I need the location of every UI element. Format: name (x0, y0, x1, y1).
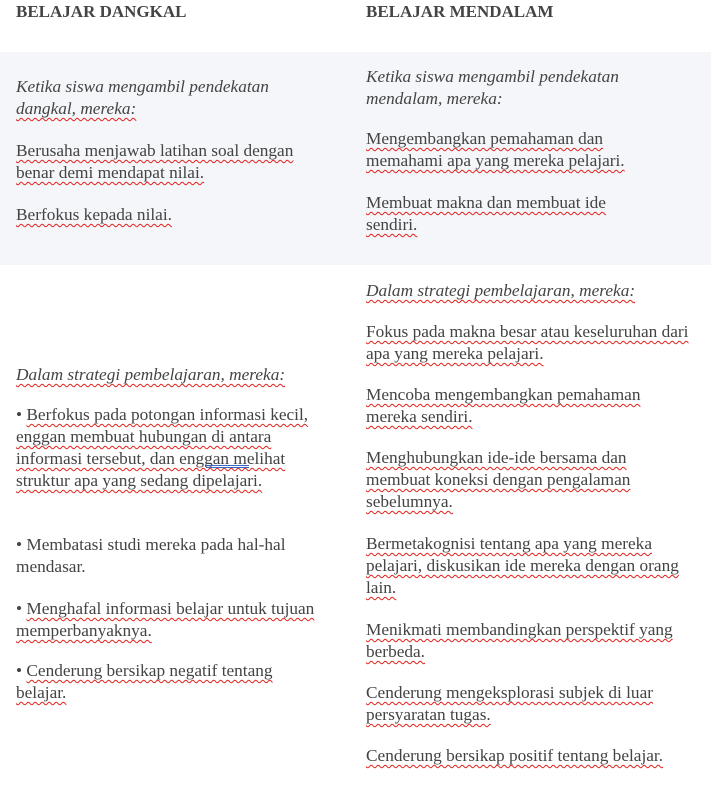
shallow-strategy-1 (16, 404, 328, 492)
shallow-strategy-1-text: Berfokus pada potongan informasi kecil, enggan membuat hubungan di antara informasi tersebut, dan enggan melihat struktur apa yang sedang dipelajari. (16, 405, 309, 490)
deep-point-1: Mengembangkan pemahaman dan memahami apa yang mereka pelajari. (366, 129, 625, 170)
shallow-strategy-intro: Dalam strategi pembelajaran, mereka: (16, 365, 286, 384)
deep-strategy-7: Cenderung bersikap positif tentang belajar. (366, 746, 664, 765)
shallow-point-2: Berfokus kepada nilai. (16, 205, 172, 224)
shallow-strategy-3 (16, 598, 316, 642)
shallow-intro-line2: dangkal, mereka: (16, 99, 137, 118)
shallow-intro-section (16, 76, 346, 120)
shallow-intro (16, 76, 346, 120)
deep-learning-heading: BELAJAR MENDALAM (366, 2, 554, 21)
deep-strategy-3: Menghubungkan ide-ide bersama dan membuat koneksi dengan pengalaman sebelumnya. (366, 448, 631, 511)
shallow-strategy-4 (16, 660, 316, 704)
deep-intro: Ketika siswa mengambil pendekatan mendalam, mereka: (366, 67, 619, 108)
bullet-icon: • (16, 405, 23, 424)
deep-strategy-intro: Dalam strategi pembelajaran, mereka: (366, 281, 636, 300)
deep-strategy-5: Menikmati membandingkan perspektif yang berbeda. (366, 620, 673, 661)
shallow-point-1: Berusaha menjawab latihan soal dengan benar demi mendapat nilai. (16, 141, 294, 182)
shallow-strategy-3-text: Menghafal informasi belajar untuk tujuan memperbanyaknya. (16, 599, 315, 640)
shallow-learning-heading: BELAJAR DANGKAL (16, 2, 187, 21)
deep-point-2-text: Membuat makna dan membuat ide sendiri. (366, 193, 606, 234)
shallow-strategy-2-text: Membatasi studi mereka pada hal-hal mendasar. (16, 535, 286, 576)
deep-strategy-6: Cenderung mengeksplorasi subjek di luar persyaratan tugas. (366, 683, 653, 724)
deep-point-2 (366, 192, 656, 236)
shallow-intro-line1: Ketika siswa mengambil pendekatan (16, 77, 269, 96)
deep-strategy-2: Mencoba mengembangkan pemahaman mereka sendiri. (366, 385, 641, 426)
bullet-icon: • (16, 661, 23, 680)
bullet-icon: • (16, 599, 23, 618)
grammar-underline-marker[interactable] (206, 465, 249, 468)
deep-strategy-4: Bermetakognisi tentang apa yang mereka pelajari, diskusikan ide mereka dengan orang lain. (366, 534, 679, 597)
deep-strategy-1: Fokus pada makna besar atau keseluruhan dari apa yang mereka pelajari. (366, 322, 689, 363)
shallow-strategy-2 (16, 534, 328, 578)
bullet-icon: • (16, 535, 23, 554)
shallow-strategy-4-text: Cenderung bersikap negatif tentang belajar. (16, 661, 273, 702)
